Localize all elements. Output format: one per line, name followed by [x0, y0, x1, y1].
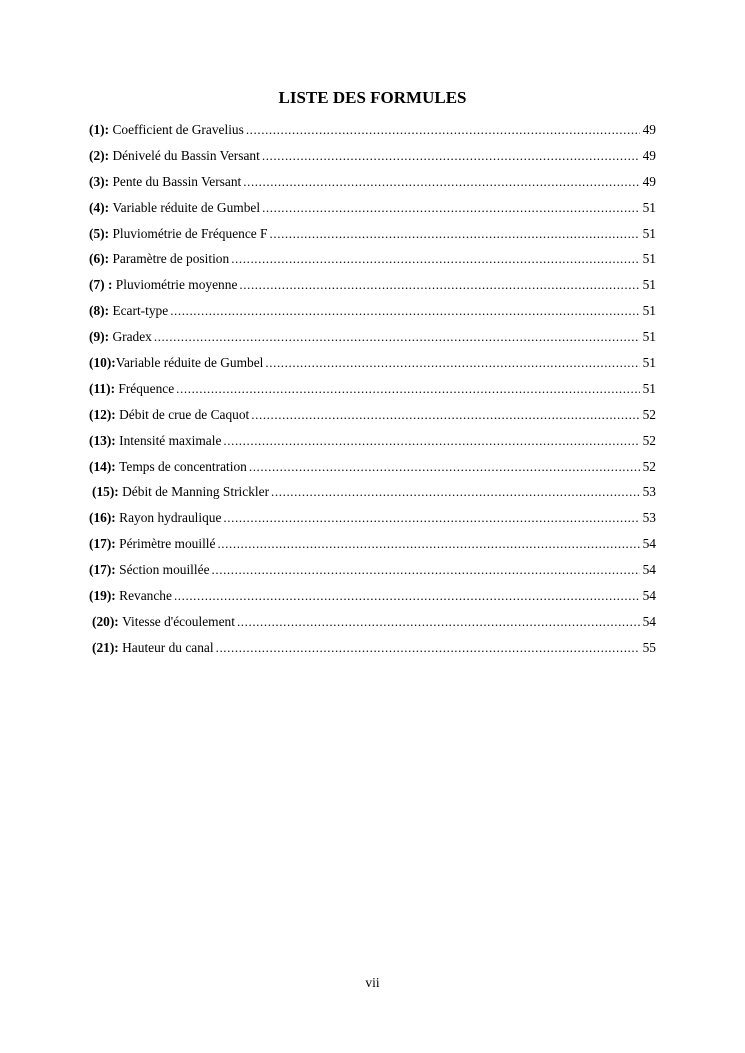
- formula-number: (3):: [89, 173, 110, 189]
- formula-label: Dénivelé du Bassin Versant: [112, 147, 260, 163]
- list-item: [89, 536, 656, 562]
- formula-list: [89, 122, 656, 666]
- formula-label: Fréquence: [118, 380, 175, 396]
- list-item: [89, 407, 656, 433]
- formula-number: (15):: [92, 484, 119, 500]
- page-number: 54: [642, 588, 656, 604]
- dot-leader: [262, 148, 640, 164]
- dot-leader: [216, 640, 640, 656]
- page-number: 53: [642, 484, 656, 500]
- page-number: 49: [642, 122, 656, 137]
- formula-number: (12):: [89, 406, 116, 422]
- dot-leader: [176, 381, 640, 397]
- page-number: 51: [642, 329, 656, 345]
- list-item: [89, 484, 656, 510]
- list-item: [89, 122, 656, 148]
- dot-leader: [251, 407, 640, 423]
- formula-label: Paramètre de position: [112, 251, 230, 267]
- formula-label: Pluviométrie de Fréquence F: [112, 225, 268, 241]
- page-number: 49: [642, 147, 656, 163]
- dot-leader: [271, 484, 640, 500]
- dot-leader: [249, 459, 640, 475]
- dot-leader: [223, 433, 640, 449]
- page-number: 51: [642, 251, 656, 267]
- formula-label: Ecart-type: [112, 303, 169, 319]
- list-item: [89, 562, 656, 588]
- page-number: 54: [642, 536, 656, 552]
- list-item: [89, 251, 656, 277]
- formula-number: (21):: [92, 639, 119, 655]
- page-number: 52: [642, 406, 656, 422]
- formula-label: Hauteur du canal: [122, 639, 214, 655]
- page-number: 51: [642, 225, 656, 241]
- formula-number: (11):: [89, 380, 116, 396]
- dot-leader: [231, 251, 640, 267]
- page-number: 51: [642, 199, 656, 215]
- dot-leader: [154, 329, 640, 345]
- page-number: 53: [642, 510, 656, 526]
- formula-label: Débit de crue de Caquot: [119, 406, 250, 422]
- formula-number: (7) :: [89, 277, 113, 293]
- dot-leader: [265, 355, 640, 371]
- list-item: [89, 226, 656, 252]
- formula-number: (2):: [89, 147, 110, 163]
- list-item: [89, 148, 656, 174]
- list-item: [89, 200, 656, 226]
- formula-label: Rayon hydraulique: [119, 510, 222, 526]
- dot-leader: [262, 200, 640, 216]
- dot-leader: [237, 614, 640, 630]
- dot-leader: [174, 588, 640, 604]
- formula-number: (6):: [89, 251, 110, 267]
- dot-leader: [212, 562, 640, 578]
- formula-label: Variable réduite de Gumbel: [112, 199, 261, 215]
- formula-number: (20):: [92, 613, 119, 629]
- formula-label: Intensité maximale: [119, 432, 222, 448]
- page-number: 52: [642, 458, 656, 474]
- page-number: 51: [642, 380, 656, 396]
- formula-number: (1):: [89, 122, 110, 137]
- page-number: 49: [642, 173, 656, 189]
- dot-leader: [243, 174, 640, 190]
- formula-number: (17):: [89, 536, 116, 552]
- dot-leader: [239, 277, 640, 293]
- formula-label: Revanche: [119, 588, 172, 604]
- formula-label: Périmètre mouillé: [119, 536, 216, 552]
- formula-label: Variable réduite de Gumbel: [115, 355, 264, 371]
- list-item: [89, 588, 656, 614]
- formula-number: (14):: [89, 458, 116, 474]
- page-number: 51: [642, 277, 656, 293]
- formula-number: (8):: [89, 303, 110, 319]
- list-item: [89, 329, 656, 355]
- formula-number: (13):: [89, 432, 116, 448]
- list-item: [89, 614, 656, 640]
- formula-label: Pente du Bassin Versant: [112, 173, 242, 189]
- page-number: 54: [642, 613, 656, 629]
- page-number: 52: [642, 432, 656, 448]
- formula-label: Temps de concentration: [119, 458, 247, 474]
- formula-label: Débit de Manning Strickler: [122, 484, 270, 500]
- formula-number: (5):: [89, 225, 110, 241]
- page-number: 51: [642, 355, 656, 371]
- formula-label: Séction mouillée: [119, 562, 210, 578]
- dot-leader: [270, 226, 640, 242]
- formula-number: (10):: [89, 355, 116, 371]
- list-item: [89, 303, 656, 329]
- list-item: [89, 277, 656, 303]
- dot-leader: [246, 122, 640, 138]
- list-item: [89, 174, 656, 200]
- list-item: [89, 433, 656, 459]
- formula-label: Pluviométrie moyenne: [115, 277, 238, 293]
- page-title: LISTE DES FORMULES: [278, 88, 467, 107]
- formula-number: (19):: [89, 588, 116, 604]
- list-item: [89, 355, 656, 381]
- formula-number: (17):: [89, 562, 116, 578]
- page-number: 54: [642, 562, 656, 578]
- formula-number: (16):: [89, 510, 116, 526]
- page-number: 55: [642, 639, 656, 655]
- dot-leader: [217, 536, 640, 552]
- list-item: [89, 381, 656, 407]
- formula-number: (9):: [89, 329, 110, 345]
- formula-label: Coefficient de Gravelius: [112, 122, 244, 137]
- page-number: 51: [642, 303, 656, 319]
- formula-number: (4):: [89, 199, 110, 215]
- dot-leader: [223, 510, 640, 526]
- list-item: [89, 510, 656, 536]
- list-item: [89, 459, 656, 485]
- formula-label: Gradex: [112, 329, 152, 345]
- dot-leader: [170, 303, 640, 319]
- list-item: [89, 640, 656, 666]
- page-footer-number: vii: [365, 975, 380, 990]
- formula-label: Vitesse d'écoulement: [122, 613, 235, 629]
